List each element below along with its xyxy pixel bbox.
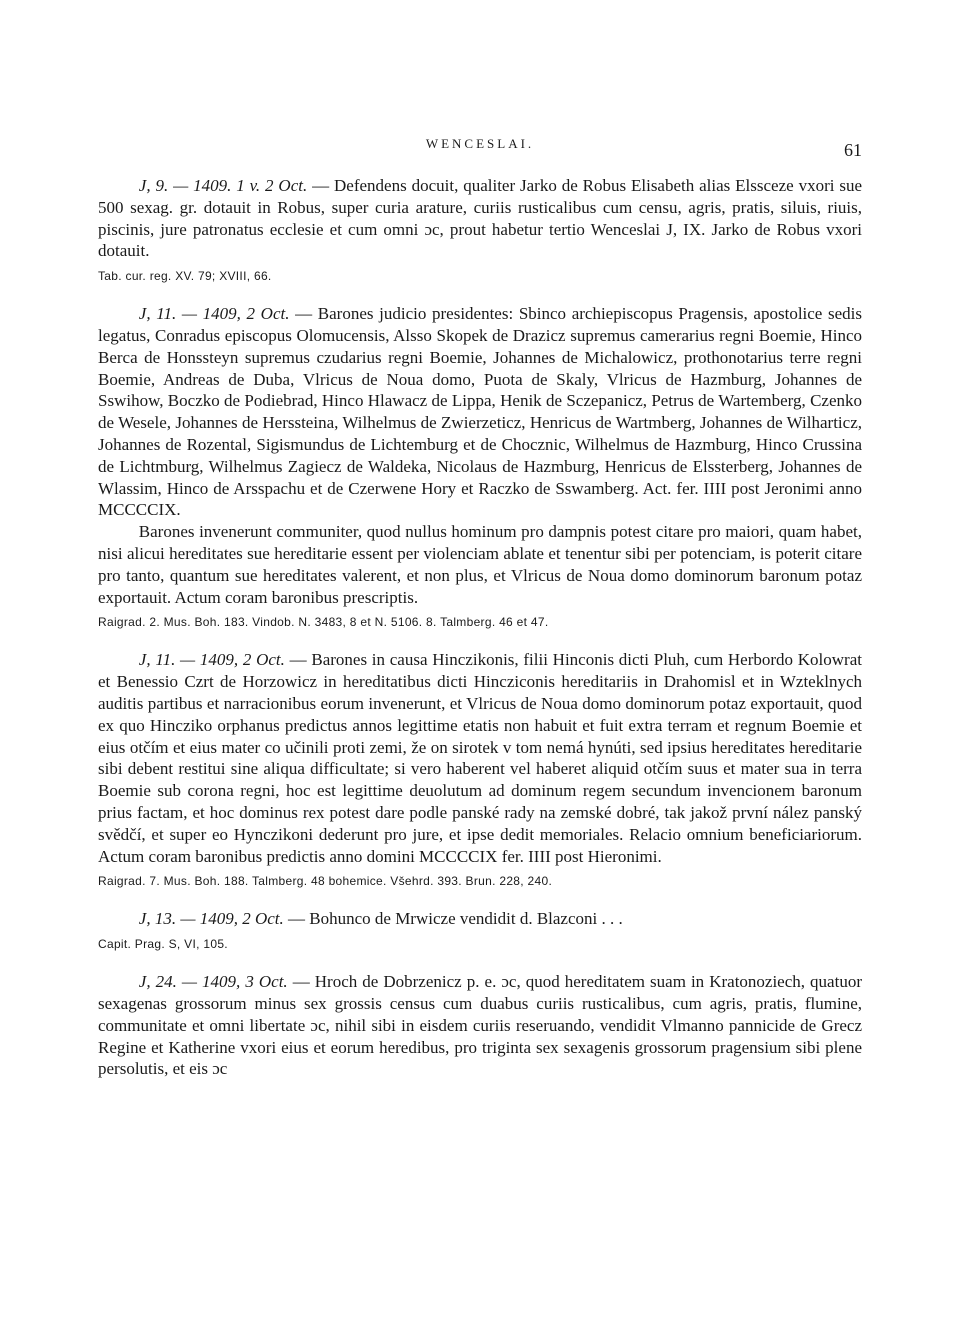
- entry-text: — Barones judicio presidentes: Sbinco archiepiscopus Pragensis, apostolice sedis legatus, Conradus episcopus Olomucensis, Alsso Skopek de Drazicz supremus camerarius regni Boemie, Hinco Berca de Honssteyn supremus czudarius regni Boemie, Johannes de Michalowicz, prothonotarius terre regni Boemie, Andreas de Duba, Vlricus de Noua domo, Puota de Skaly, Vlricus de Hazmburg, Johannes de Sswihow, Boczko de Podiebrad, Hinco Hlawacz de Lippa, Henik de Sczepanicz, Petrus de Wartemberg, Czenko de Wesele, Johannes de Herssteina, Wilhelmus de Zwierzeticz, Henricus de Wartmberg, Johannes de Wilharticz, Johannes de Rozental, Sigismundus de Lichtemburg et de Chocznic, Wilhelmus de Hazmburg, Hinco Crussina de Lichtmburg, Wilhelmus Zagiecz de Waldeka, Nicolaus de Hazmburg, Henricus de Elssterberg, Johannes de Wlassim, Hinco de Arsspachu et de Czerwene Hory et Raczko de Sswamberg. Act. fer. IIII post Jeronimi anno MCCCCIX.: [98, 304, 862, 520]
- source-citation: Tab. cur. reg. XV. 79; XVIII, 66.: [98, 269, 272, 284]
- entry-text: — Hroch de Dobrzenicz p. e. ɔc, quod hereditatem suam in Kratonoziech, quatuor sexagenas grossorum minus sex grossis census cum duabus curiis rusticalibus, cum agris, pratis, flumine, communitate et omni libertate ɔc, nihil sibi in eisdem curiis reseruando, vendidit Vlmanno pannicide de Grecz Regine et Katherine vxori eius et eorum heredibus, pro triginta sex sexagenis grossorum pragensium sibi plene persolutis, et eis ɔc: [98, 972, 862, 1079]
- entry-paragraph: [98, 175, 862, 262]
- entry-text: — Barones in causa Hinczikonis, filii Hinconis dicti Pluh, cum Herbordo Kolowrat et Benessio Czrt de Horzowicz in hereditatibus dicti Hincziconis hereditariis in Drahomisl et in Wzteklnych auditis partibus et narracionibus eorum invenerunt, et Vlricus de Noua domo dominorum potaz exportauit, quod ex quo Hinczikο orphanus predictus annos legittime etatis non habuit et fuit extra terram et regnum Boemie et eius otčím et eius mater co učinili proti zemi, že on sirotek v tom nemá hynúti, sed ipsius hereditates hereditarie sibi debent restitui sine aliqua difficultate; si vero haberent vel haberet aliquid otčím suus et mater sua in terra Boemie sub corona regni, hoc est legittime deuolutum ad dominum regem secundum invencionem baronum prius factam, et hoc dominus rex potest dare podle panské rady na zemské dobré, tak jakož první nález panský svědčí, et super eo Hynczikoni dederunt pro jure, et ipse dedit memoriales. Relacio omnium beneficiariorum. Actum coram baronibus predictis anno domini MCCCCIX fer. IIII post Hieronimi.: [98, 650, 862, 866]
- source-citation: Capit. Prag. S, VI, 105.: [98, 937, 228, 952]
- entry: [98, 908, 862, 952]
- page-number: 61: [844, 140, 862, 160]
- entry-paragraph: [98, 303, 862, 521]
- source-citation: Raigrad. 7. Mus. Boh. 188. Talmberg. 48 bohemice. Všehrd. 393. Brun. 228, 240.: [98, 874, 553, 889]
- entry-dateline: J, 13. — 1409, 2 Oct.: [138, 909, 284, 929]
- entry: [98, 649, 862, 889]
- entry-paragraph: [98, 649, 862, 867]
- entry-dateline: J, 9. — 1409. 1 v. 2 Oct.: [138, 176, 308, 195]
- entry-text: — Defendens docuit, qualiter Jarko de Robus Elisabeth alias Elssceze vxori sue 500 sexag. gr. dotauit in Robus, super curia arature, curiis rusticalibus cum censu, agris, pratis, siluis, riuis, piscinis, jure patronatus ecclesie et cum omni ɔc, prout habetur tertio Wenceslai J, IX. Jarko de Robus vxori dotauit.: [98, 176, 862, 261]
- entry: [98, 971, 862, 1080]
- entry-continuation: Barones invenerunt communiter, quod nullus hominum pro dampnis potest citare pro maiori, quam habet, nisi alicui hereditates sue hereditarie essent per violenciam ablate et tenentur sibi per potenciam, is poterit citare pro tanto, quantum sue hereditates valerent, et non plus, et Vlricus de Noua domo dominorum baronum potaz exportauit. Actum coram baronibus prescriptis.: [98, 522, 862, 607]
- entry-paragraph: [98, 971, 862, 1080]
- entry-paragraph: [98, 908, 862, 930]
- running-header: [98, 132, 862, 162]
- entry-text: — Bohunco de Mrwicze vendidit d. Blazconi . . .: [283, 909, 623, 929]
- entry-dateline: J, 11. — 1409, 2 Oct.: [138, 650, 285, 670]
- body-text: [98, 175, 862, 1099]
- entry: [98, 175, 862, 284]
- entry: [98, 303, 862, 630]
- entry-dateline: J, 11. — 1409, 2 Oct.: [138, 304, 290, 324]
- source-citation: Raigrad. 2. Mus. Boh. 183. Vindob. N. 3483, 8 et N. 5106. 8. Talmberg. 46 et 47.: [98, 615, 549, 630]
- entry-dateline: J, 24. — 1409, 3 Oct.: [138, 972, 288, 992]
- document-page: [98, 0, 862, 1338]
- running-title: WENCESLAI.: [425, 136, 535, 151]
